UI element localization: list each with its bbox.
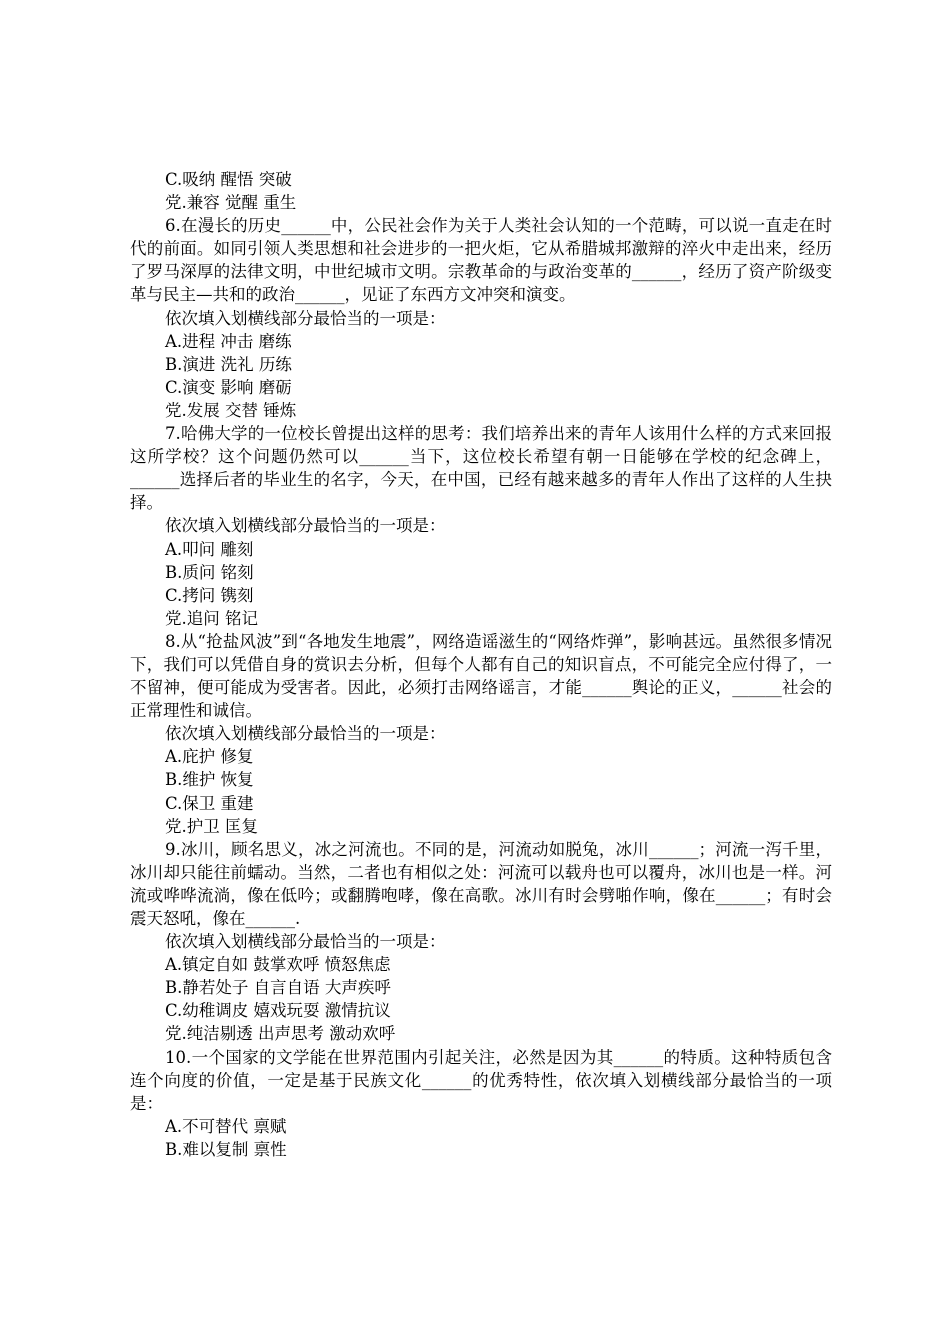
question-6-text: 6.在漫长的历史______中，公民社会作为关于人类社会认知的一个范畴，可以说一直走在时代的前面。如同引领人类思想和社会进步的一把火炬，它从希腊城邦激辩的淬火中走出来，经历了罗马深厚的法律文明，中世纪城市文明。宗教革命的与政治变革的______，经历了资产阶级变革与民主—共和的政治______，见证了东西方文冲突和演变。 (130, 216, 832, 305)
option-line: C.保卫 重建 (165, 793, 254, 813)
option-line: C.幼稚调皮 嬉戏玩耍 激情抗议 (165, 1001, 391, 1021)
question-prompt: 依次填入划横线部分最恰当的一项是： (165, 724, 446, 744)
question-8-text: 8.从“抢盐风波”到“各地发生地震”，网络造谣滋生的“网络炸弹”，影响甚远。虽然很多情况下，我们可以凭借自身的赏识去分析，但每个人都有自己的知识盲点，不可能完全应付得了，一不留神，便可能成为受害者。因此，必须打击网络谣言，才能______舆论的正义，______社会的正常理性和诚信。 (130, 631, 832, 721)
question-7-text: 7.哈佛大学的一位校长曾提出这样的思考：我们培养出来的青年人该用什么样的方式来回报这所学校？这个问题仍然可以______当下，这位校长希望有朝一日能够在学校的纪念碑上，______选择后者的毕业生的名字，今天，在中国，已经有越来越多的青年人作出了这样的人生抉择。 (130, 424, 832, 513)
option-line: A.叩问 雕刻 (165, 539, 254, 559)
option-line: B.维护 恢复 (165, 770, 254, 790)
option-line: C.拷问 镌刻 (165, 585, 254, 605)
question-prompt: 依次填入划横线部分最恰当的一项是： (165, 932, 446, 952)
option-line: B.难以复制 禀性 (165, 1139, 287, 1159)
option-line: 党.纯洁剔透 出声思考 激动欢呼 (165, 1024, 396, 1044)
option-line: B.演进 洗礼 历练 (165, 354, 292, 374)
option-line: A.镇定自如 鼓掌欢呼 愤怒焦虑 (165, 955, 391, 975)
option-line: C.吸纳 醒悟 突破 (165, 170, 292, 189)
option-line: C.演变 影响 磨砺 (165, 377, 292, 397)
option-line: 党.追问 铭记 (165, 608, 258, 628)
option-line: A.庇护 修复 (165, 747, 254, 767)
document-page (130, 168, 832, 1161)
option-line: B.静若处子 自言自语 大声疾呼 (165, 978, 391, 998)
question-9-text: 9.冰川，顾名思义，冰之河流也。不同的是，河流动如脱兔，冰川______；河流一泻千里，冰川却只能往前蠕动。当然，二者也有相似之处：河流可以载舟也可以覆舟，冰川也是一样。河流或哗哗流淌，像在低吟；或翻腾咆哮，像在高歌。冰川有时会劈啪作响，像在______；有时会震天怒吼，像在______. (130, 839, 832, 928)
option-line: 党.护卫 匡复 (165, 816, 258, 836)
option-line: 党.发展 交替 锤炼 (165, 400, 297, 420)
option-line: A.不可替代 禀赋 (165, 1116, 287, 1136)
option-line: A.进程 冲击 磨练 (165, 331, 292, 351)
question-10-text: 10.一个国家的文学能在世界范围内引起关注，必然是因为其______的特质。这种特质包含连个向度的价值，一定是基于民族文化______的优秀特性，依次填入划横线部分最恰当的一项是： (130, 1047, 832, 1113)
option-line: 党.兼容 觉醒 重生 (165, 193, 297, 213)
question-prompt: 依次填入划横线部分最恰当的一项是： (165, 308, 446, 328)
option-line: B.质问 铭刻 (165, 562, 254, 582)
question-prompt: 依次填入划横线部分最恰当的一项是： (165, 516, 446, 536)
